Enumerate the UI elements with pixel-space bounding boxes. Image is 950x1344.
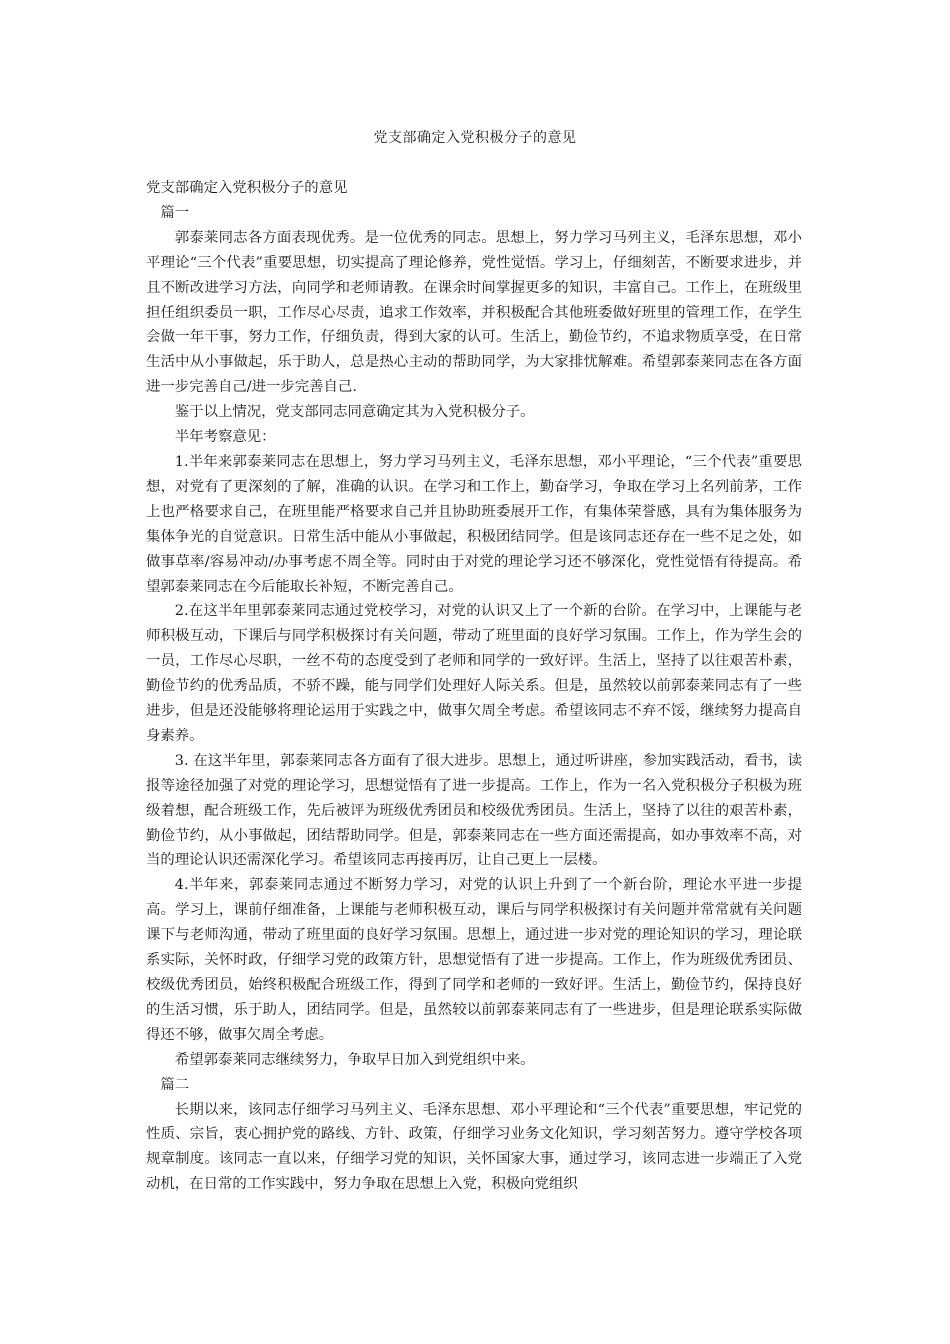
paragraph: 半年考察意见：: [174, 429, 276, 446]
paragraph: 希望郭泰莱同志继续努力，争取早日加入到党组织中来。: [174, 1051, 535, 1068]
document-body: [146, 176, 802, 1197]
paragraph: 1.半年来郭泰莱同志在思想上，努力学习马列主义，毛泽东思想，邓小平理论，“三个代表”重要思想，对党有了更深刻的了解，准确的认识。在学习和工作上，勤奋学习，争取在学习上名列前茅，工作上也严格要求自己，在班里能严格要求自己并且协助班委展开工作，有集体荣誉感，具有为集体服务为集体争光的自觉意识。日常生活中能从小事做起，积极团结同学。但是该同志还存在一些不足之处，如做事草率/容易冲动/办事考虑不周全等。同时由于对党的理论学习还不够深化，党性觉悟有待提高。希望郭泰莱同志在今后能取长补短，不断完善自己。: [146, 453, 802, 595]
paragraph: 3. 在这半年里，郭泰莱同志各方面有了很大进步。思想上，通过听讲座，参加实践活动，看书，读报等途径加强了对党的理论学习，思想觉悟有了进一步提高。工作上，作为一名入党积极分子积极为班级着想，配合班级工作，先后被评为班级优秀团员和校级优秀团员。生活上，坚持了以往的艰苦朴素，勤俭节约，从小事做起，团结帮助同学。但是，郭泰莱同志在一些方面还需提高，如办事效率不高，对当的理论认识还需深化学习。希望该同志再接再厉，让自己更上一层楼。: [146, 752, 802, 869]
section-label-part2: 篇二: [160, 1076, 190, 1093]
paragraph: 长期以来，该同志仔细学习马列主义、毛泽东思想、邓小平理论和“三个代表”重要思想，牢记党的性质、宗旨，衷心拥护党的路线、方针、政策，仔细学习业务文化知识，学习刻苦努力。遵守学校各项规章制度。该同志一直以来，仔细学习党的知识，关怀国家大事，通过学习，该同志进一步端正了入党动机，在日常的工作实践中，努力争取在思想上入党，积极向党组织: [146, 1101, 802, 1193]
document-title: 党支部确定入党积极分子的意见: [373, 130, 577, 146]
paragraph: 4.半年来，郭泰莱同志通过不断努力学习，对党的认识上升到了一个新台阶，理论水平进一步提高。学习上，课前仔细准备，上课能与老师积极互动，课后与同学积极探讨有关问题并常常就有关问题课下与老师沟通，带动了班里面的良好学习氛围。思想上，通过进一步对党的理论知识的学习，理论联系实际，关怀时政，仔细学习党的政策方针，思想觉悟有了进一步提高。工作上，作为班级优秀团员、校级优秀团员，始终积极配合班级工作，得到了同学和老师的一致好评。生活上，勤俭节约，保持良好的生活习惯，乐于助人，团结同学。但是，虽然较以前郭泰莱同志有了一些进步，但是理论联系实际做得还不够，做事欠周全考虑。: [146, 877, 802, 1043]
paragraph: 2.在这半年里郭泰莱同志通过党校学习，对党的认识又上了一个新的台阶。在学习中，上课能与老师积极互动，下课后与同学积极探讨有关问题，带动了班里面的良好学习氛围。工作上，作为学生会的一员，工作尽心尽职，一丝不苟的态度受到了老师和同学的一致好评。生活上，坚持了以往艰苦朴素，勤俭节约的优秀品质，不骄不躁，能与同学们处理好人际关系。但是，虽然较以前郭泰莱同志有了一些进步，但是还没能够将理论运用于实践之中，做事欠周全考虑。希望该同志不弃不馁，继续努力提高自身素养。: [146, 603, 802, 744]
section-label-part1: 篇一: [160, 204, 190, 221]
paragraph: 鉴于以上情况，党支部同志同意确定其为入党积极分子。: [174, 404, 535, 421]
paragraph: 郭泰莱同志各方面表现优秀。是一位优秀的同志。思想上，努力学习马列主义，毛泽东思想，邓小平理论“三个代表”重要思想，切实提高了理论修养，党性觉悟。学习上，仔细刻苦，不断要求进步，并且不断改进学习方法，向同学和老师请教。在课余时间掌握更多的知识，丰富自己。工作上，在班级里担任组织委员一职，工作尽心尽责，追求工作效率，并积极配合其他班委做好班里的管理工作，在学生会做一年干事，努力工作，仔细负责，得到大家的认可。生活上，勤俭节约，不追求物质享受，在日常生活中从小事做起，乐于助人，总是热心主动的帮助同学，为大家排忧解难。希望郭泰莱同志在各方面进一步完善自己/进一步完善自己.: [146, 229, 802, 396]
document-heading: 党支部确定入党积极分子的意见: [146, 180, 348, 196]
